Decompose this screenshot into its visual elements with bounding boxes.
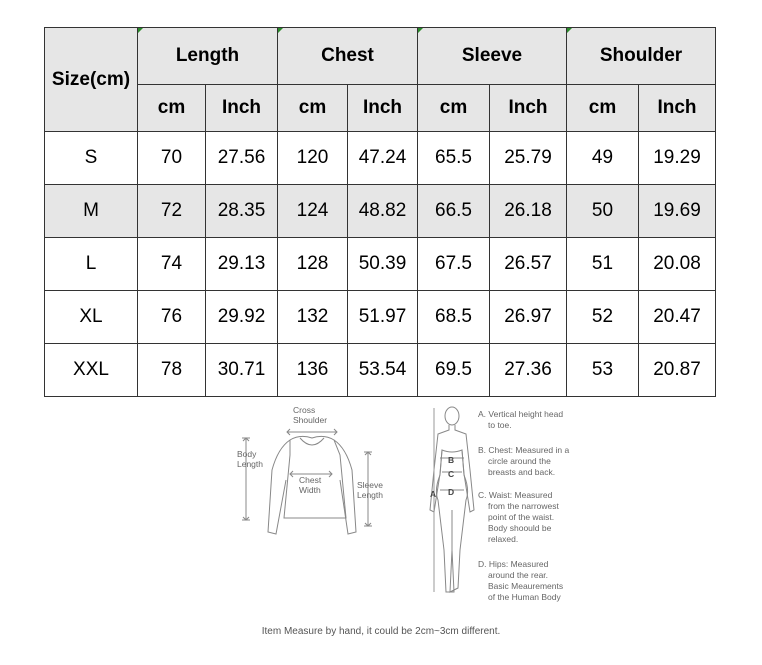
sleeve-length-label: Sleeve [357,480,383,490]
body-notes [478,409,569,602]
size-cell: S [45,132,138,185]
value-cell: 124 [278,185,348,238]
note-a-line: A. Vertical height head [478,409,564,419]
measurement-footnote: Item Measure by hand, it could be 2cm~3cm different. [261,626,501,637]
value-cell: 132 [278,291,348,344]
note-d-line: Basic Meaurements [488,581,564,591]
table-row [45,344,716,397]
size-chart-table [44,27,716,397]
cross-shoulder-label: Shoulder [293,415,328,425]
unit-header: cm [418,85,490,132]
measurement-diagram [220,400,600,610]
value-cell: 19.29 [639,132,716,185]
body-figure [430,407,474,592]
chest-width-label: Width [299,485,321,495]
value-cell: 52 [567,291,639,344]
note-c-line: Body shoould be [488,523,552,533]
value-cell: 51 [567,238,639,291]
value-cell: 20.87 [639,344,716,397]
value-cell: 26.97 [490,291,567,344]
size-header: Size(cm) [45,28,138,132]
value-cell: 128 [278,238,348,291]
table-row [45,291,716,344]
sleeve-length-label: Length [357,490,383,500]
group-header-chest: Chest [278,28,418,85]
value-cell: 49 [567,132,639,185]
value-cell: 26.57 [490,238,567,291]
note-c-line: from the narrowest [488,501,559,511]
value-cell: 51.97 [348,291,418,344]
size-cell: XXL [45,344,138,397]
value-cell: 76 [138,291,206,344]
unit-header: cm [138,85,206,132]
value-cell: 48.82 [348,185,418,238]
value-cell: 19.69 [639,185,716,238]
unit-header: Inch [639,85,716,132]
group-header-shoulder: Shoulder [567,28,716,85]
unit-header: cm [567,85,639,132]
table-row [45,238,716,291]
value-cell: 29.13 [206,238,278,291]
table-row [45,132,716,185]
note-c-line: relaxed. [488,534,519,544]
value-cell: 53.54 [348,344,418,397]
value-cell: 136 [278,344,348,397]
marker-c: C [448,469,455,479]
value-cell: 65.5 [418,132,490,185]
body-length-label: Body [237,449,257,459]
note-c-line: C. Waist: Measured [478,490,553,500]
value-cell: 20.08 [639,238,716,291]
chest-width-label: Chest [299,475,322,485]
value-cell: 27.36 [490,344,567,397]
note-a-line: to toe. [488,420,512,430]
size-cell: XL [45,291,138,344]
unit-header: cm [278,85,348,132]
value-cell: 120 [278,132,348,185]
note-b-line: circle around the [488,456,551,466]
note-b-line: breasts and back. [488,467,556,477]
group-header-length: Length [138,28,278,85]
marker-d: D [448,487,455,497]
value-cell: 74 [138,238,206,291]
note-b-line: B. Chest: Measured in a [478,445,570,455]
value-cell: 20.47 [639,291,716,344]
value-cell: 78 [138,344,206,397]
value-cell: 70 [138,132,206,185]
value-cell: 26.18 [490,185,567,238]
value-cell: 66.5 [418,185,490,238]
value-cell: 30.71 [206,344,278,397]
note-c-line: point of the waist. [488,512,555,522]
value-cell: 67.5 [418,238,490,291]
table-row [45,185,716,238]
size-cell: M [45,185,138,238]
body-length-label: Length [237,459,263,469]
unit-header: Inch [206,85,278,132]
unit-header: Inch [490,85,567,132]
value-cell: 69.5 [418,344,490,397]
value-cell: 29.92 [206,291,278,344]
value-cell: 53 [567,344,639,397]
marker-b: B [448,455,455,465]
size-cell: L [45,238,138,291]
value-cell: 50.39 [348,238,418,291]
value-cell: 27.56 [206,132,278,185]
cross-shoulder-label: Cross [293,405,316,415]
note-d-line: of the Human Body [488,592,561,602]
value-cell: 47.24 [348,132,418,185]
marker-a: A [430,489,437,499]
value-cell: 25.79 [490,132,567,185]
note-d-line: D. Hips: Measured [478,559,549,569]
value-cell: 68.5 [418,291,490,344]
value-cell: 50 [567,185,639,238]
group-header-sleeve: Sleeve [418,28,567,85]
value-cell: 28.35 [206,185,278,238]
unit-header: Inch [348,85,418,132]
value-cell: 72 [138,185,206,238]
note-d-line: around the rear. [488,570,549,580]
